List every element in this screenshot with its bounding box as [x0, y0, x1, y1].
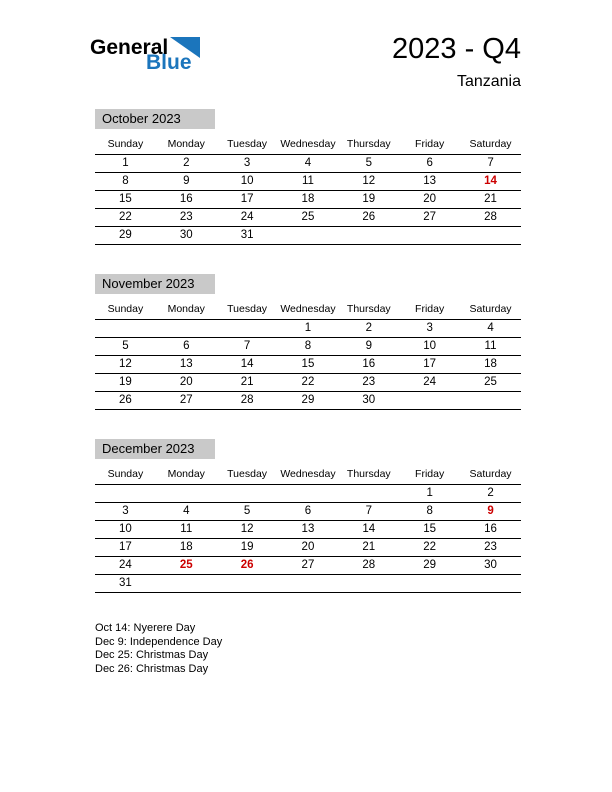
calendar-day: 4 — [460, 320, 521, 338]
calendar-day-empty — [278, 227, 339, 245]
calendar-day-empty — [156, 575, 217, 593]
calendar-day: 20 — [399, 191, 460, 209]
calendar-day: 23 — [338, 374, 399, 392]
calendar-day: 27 — [156, 392, 217, 410]
logo — [90, 36, 192, 75]
calendar-day: 31 — [95, 575, 156, 593]
calendar-day-empty — [399, 392, 460, 410]
months-container — [95, 109, 521, 593]
weekday-header: Monday — [156, 301, 217, 320]
calendar-week-row — [95, 503, 521, 521]
calendar-day-empty — [399, 575, 460, 593]
quarter-calendar — [95, 109, 521, 676]
calendar-day: 1 — [278, 320, 339, 338]
calendar-day-empty — [338, 227, 399, 245]
calendar-day: 22 — [399, 539, 460, 557]
calendar-week-row — [95, 338, 521, 356]
calendar-week-row — [95, 557, 521, 575]
calendar-week-row — [95, 227, 521, 245]
calendar-day-empty — [217, 575, 278, 593]
weekday-header: Tuesday — [217, 136, 278, 155]
calendar-day: 29 — [278, 392, 339, 410]
calendar-day: 20 — [156, 374, 217, 392]
calendar-day: 1 — [399, 485, 460, 503]
calendar-day-holiday: 9 — [460, 503, 521, 521]
calendar-day-empty — [217, 485, 278, 503]
calendar-week-row — [95, 392, 521, 410]
calendar-day: 18 — [460, 356, 521, 374]
calendar-day-holiday: 26 — [217, 557, 278, 575]
calendar-day-holiday: 25 — [156, 557, 217, 575]
calendar-day: 12 — [95, 356, 156, 374]
calendar-day: 8 — [278, 338, 339, 356]
calendar-week-row — [95, 521, 521, 539]
calendar-day: 30 — [460, 557, 521, 575]
page-subtitle: Tanzania — [456, 73, 521, 90]
calendar-day: 13 — [156, 356, 217, 374]
calendar-day: 8 — [95, 173, 156, 191]
calendar-day: 2 — [338, 320, 399, 338]
calendar-day: 25 — [278, 209, 339, 227]
weekday-header-row — [95, 466, 521, 485]
calendar-day: 24 — [217, 209, 278, 227]
calendar-week-row — [95, 539, 521, 557]
calendar-week-row — [95, 320, 521, 338]
calendar-week-row — [95, 485, 521, 503]
logo-top-row — [90, 36, 192, 58]
calendar-day: 5 — [217, 503, 278, 521]
calendar-day: 25 — [460, 374, 521, 392]
holiday-note: Dec 26: Christmas Day — [95, 662, 209, 675]
calendar-day: 31 — [217, 227, 278, 245]
calendar-day: 1 — [95, 155, 156, 173]
calendar-day-empty — [460, 575, 521, 593]
calendar-day: 12 — [338, 173, 399, 191]
weekday-header-row — [95, 301, 521, 320]
calendar-day: 9 — [338, 338, 399, 356]
weekday-header-row — [95, 136, 521, 155]
calendar-day: 13 — [399, 173, 460, 191]
holiday-note: Dec 9: Independence Day — [95, 635, 223, 648]
weekday-header: Thursday — [338, 136, 399, 155]
month-calendar — [95, 274, 521, 410]
calendar-day: 28 — [217, 392, 278, 410]
month-calendar — [95, 109, 521, 245]
weekday-header: Friday — [399, 466, 460, 485]
calendar-day: 5 — [95, 338, 156, 356]
calendar-day: 17 — [95, 539, 156, 557]
calendar-day-empty — [399, 227, 460, 245]
calendar-day: 2 — [460, 485, 521, 503]
calendar-day: 24 — [95, 557, 156, 575]
calendar-day: 17 — [399, 356, 460, 374]
calendar-day: 28 — [338, 557, 399, 575]
weekday-header: Wednesday — [278, 301, 339, 320]
month-grid — [95, 136, 521, 245]
month-calendar — [95, 439, 521, 593]
calendar-day: 11 — [156, 521, 217, 539]
calendar-day: 8 — [399, 503, 460, 521]
calendar-day: 6 — [156, 338, 217, 356]
calendar-day-empty — [156, 485, 217, 503]
calendar-day: 29 — [399, 557, 460, 575]
weekday-header: Friday — [399, 301, 460, 320]
calendar-week-row — [95, 155, 521, 173]
weekday-header: Saturday — [460, 136, 521, 155]
calendar-day: 2 — [156, 155, 217, 173]
calendar-week-row — [95, 173, 521, 191]
document-header — [392, 33, 521, 91]
calendar-day: 19 — [338, 191, 399, 209]
weekday-header: Sunday — [95, 136, 156, 155]
month-title: December 2023 — [95, 439, 215, 459]
month-grid — [95, 466, 521, 593]
calendar-day-holiday: 14 — [460, 173, 521, 191]
calendar-day: 3 — [217, 155, 278, 173]
logo-text-blue: Blue — [146, 51, 192, 74]
calendar-day: 16 — [156, 191, 217, 209]
month-grid — [95, 301, 521, 410]
calendar-day: 22 — [278, 374, 339, 392]
calendar-day: 6 — [399, 155, 460, 173]
calendar-day: 28 — [460, 209, 521, 227]
calendar-day: 16 — [338, 356, 399, 374]
logo-text-general: General — [90, 36, 169, 59]
calendar-day: 3 — [399, 320, 460, 338]
calendar-day: 30 — [338, 392, 399, 410]
calendar-day: 10 — [95, 521, 156, 539]
calendar-day: 26 — [338, 209, 399, 227]
calendar-day-empty — [95, 320, 156, 338]
weekday-header: Sunday — [95, 301, 156, 320]
weekday-header: Thursday — [338, 466, 399, 485]
calendar-day: 21 — [338, 539, 399, 557]
calendar-day: 6 — [278, 503, 339, 521]
calendar-day-empty — [95, 485, 156, 503]
page-title: 2023 - Q4 — [392, 33, 521, 65]
month-title: November 2023 — [95, 274, 215, 294]
weekday-header: Saturday — [460, 466, 521, 485]
weekday-header: Monday — [156, 136, 217, 155]
holiday-notes — [95, 622, 521, 676]
calendar-day-empty — [278, 485, 339, 503]
calendar-day-empty — [278, 575, 339, 593]
weekday-header: Friday — [399, 136, 460, 155]
calendar-day-empty — [156, 320, 217, 338]
calendar-day: 22 — [95, 209, 156, 227]
weekday-header: Wednesday — [278, 466, 339, 485]
calendar-day: 7 — [338, 503, 399, 521]
calendar-day: 26 — [95, 392, 156, 410]
calendar-day: 27 — [278, 557, 339, 575]
calendar-day: 27 — [399, 209, 460, 227]
holiday-note: Oct 14: Nyerere Day — [95, 622, 196, 634]
calendar-day: 15 — [95, 191, 156, 209]
calendar-day: 5 — [338, 155, 399, 173]
calendar-day: 29 — [95, 227, 156, 245]
calendar-week-row — [95, 209, 521, 227]
calendar-day: 18 — [156, 539, 217, 557]
calendar-day: 12 — [217, 521, 278, 539]
calendar-day-empty — [460, 227, 521, 245]
calendar-day-empty — [217, 320, 278, 338]
calendar-day: 24 — [399, 374, 460, 392]
calendar-day-empty — [338, 575, 399, 593]
calendar-day: 18 — [278, 191, 339, 209]
calendar-day: 3 — [95, 503, 156, 521]
calendar-day: 20 — [278, 539, 339, 557]
calendar-week-row — [95, 374, 521, 392]
calendar-day: 7 — [460, 155, 521, 173]
calendar-day: 15 — [399, 521, 460, 539]
calendar-day: 21 — [460, 191, 521, 209]
calendar-day: 17 — [217, 191, 278, 209]
calendar-day-empty — [460, 392, 521, 410]
calendar-day: 10 — [399, 338, 460, 356]
calendar-day: 23 — [156, 209, 217, 227]
weekday-header: Saturday — [460, 301, 521, 320]
calendar-day: 4 — [278, 155, 339, 173]
calendar-day: 7 — [217, 338, 278, 356]
calendar-week-row — [95, 191, 521, 209]
weekday-header: Tuesday — [217, 301, 278, 320]
calendar-day: 14 — [338, 521, 399, 539]
weekday-header: Sunday — [95, 466, 156, 485]
calendar-day: 19 — [95, 374, 156, 392]
calendar-day: 19 — [217, 539, 278, 557]
calendar-day: 9 — [156, 173, 217, 191]
calendar-day: 30 — [156, 227, 217, 245]
calendar-day: 4 — [156, 503, 217, 521]
calendar-week-row — [95, 356, 521, 374]
weekday-header: Wednesday — [278, 136, 339, 155]
calendar-day: 13 — [278, 521, 339, 539]
weekday-header: Thursday — [338, 301, 399, 320]
weekday-header: Tuesday — [217, 466, 278, 485]
calendar-day: 11 — [460, 338, 521, 356]
calendar-day: 10 — [217, 173, 278, 191]
calendar-week-row — [95, 575, 521, 593]
calendar-day: 11 — [278, 173, 339, 191]
calendar-day: 23 — [460, 539, 521, 557]
month-title: October 2023 — [95, 109, 215, 129]
calendar-day-empty — [338, 485, 399, 503]
holiday-note: Dec 25: Christmas Day — [95, 649, 209, 661]
calendar-day: 14 — [217, 356, 278, 374]
calendar-day: 21 — [217, 374, 278, 392]
calendar-day: 16 — [460, 521, 521, 539]
logo-triangle-icon — [170, 37, 200, 58]
weekday-header: Monday — [156, 466, 217, 485]
calendar-day: 15 — [278, 356, 339, 374]
